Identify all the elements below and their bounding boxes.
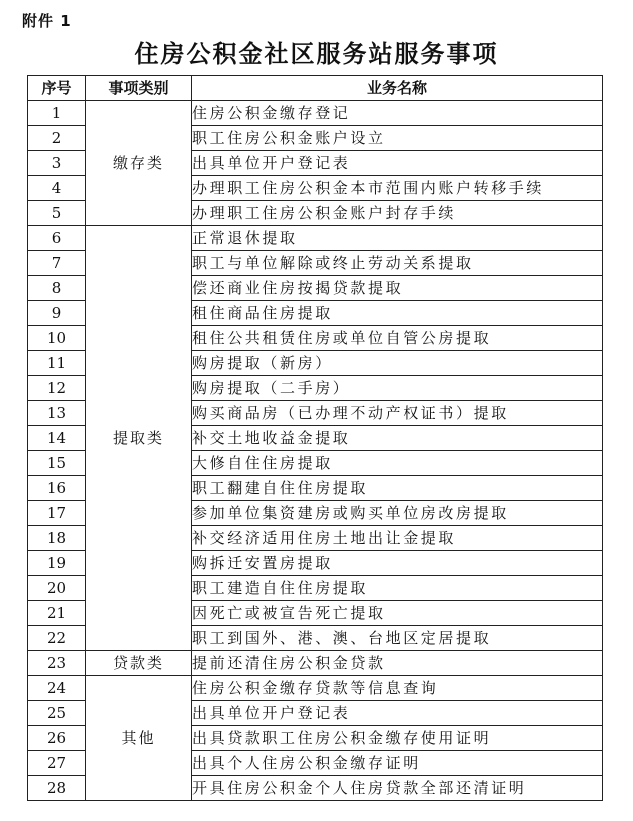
row-number: 15	[28, 451, 86, 476]
row-number: 1	[28, 101, 86, 126]
row-service-name: 办理职工住房公积金账户封存手续	[192, 201, 603, 226]
row-service-name: 开具住房公积金个人住房贷款全部还清证明	[192, 776, 603, 801]
document-title: 住房公积金社区服务站服务事项	[134, 40, 499, 68]
header-service-name: 业务名称	[192, 76, 603, 101]
header-number: 序号	[28, 76, 86, 101]
row-number: 13	[28, 401, 86, 426]
row-service-name: 补交土地收益金提取	[192, 426, 603, 451]
row-service-name: 购房提取（新房）	[192, 351, 603, 376]
row-service-name: 大修自住住房提取	[192, 451, 603, 476]
row-number: 26	[28, 726, 86, 751]
row-service-name: 正常退休提取	[192, 226, 603, 251]
row-number: 27	[28, 751, 86, 776]
row-number: 28	[28, 776, 86, 801]
row-category: 缴存类	[86, 101, 192, 226]
row-service-name: 职工住房公积金账户设立	[192, 126, 603, 151]
row-number: 12	[28, 376, 86, 401]
services-table	[27, 75, 603, 801]
row-service-name: 购买商品房（已办理不动产权证书）提取	[192, 401, 603, 426]
row-service-name: 职工与单位解除或终止劳动关系提取	[192, 251, 603, 276]
row-service-name: 购房提取（二手房）	[192, 376, 603, 401]
table-row	[28, 226, 603, 251]
row-service-name: 购拆迁安置房提取	[192, 551, 603, 576]
row-number: 9	[28, 301, 86, 326]
table-body	[28, 101, 603, 801]
table-row	[28, 676, 603, 701]
row-service-name: 租住公共租赁住房或单位自管公房提取	[192, 326, 603, 351]
row-service-name: 办理职工住房公积金本市范围内账户转移手续	[192, 176, 603, 201]
row-service-name: 职工到国外、港、澳、台地区定居提取	[192, 626, 603, 651]
row-number: 3	[28, 151, 86, 176]
row-category: 贷款类	[86, 651, 192, 676]
row-service-name: 出具单位开户登记表	[192, 151, 603, 176]
row-service-name: 出具单位开户登记表	[192, 701, 603, 726]
row-number: 10	[28, 326, 86, 351]
row-service-name: 提前还清住房公积金贷款	[192, 651, 603, 676]
row-number: 14	[28, 426, 86, 451]
row-service-name: 租住商品住房提取	[192, 301, 603, 326]
row-number: 18	[28, 526, 86, 551]
row-number: 2	[28, 126, 86, 151]
row-number: 22	[28, 626, 86, 651]
row-number: 23	[28, 651, 86, 676]
row-number: 8	[28, 276, 86, 301]
row-number: 19	[28, 551, 86, 576]
row-number: 17	[28, 501, 86, 526]
table-header-row	[28, 76, 603, 101]
row-number: 11	[28, 351, 86, 376]
row-service-name: 补交经济适用住房土地出让金提取	[192, 526, 603, 551]
row-service-name: 出具贷款职工住房公积金缴存使用证明	[192, 726, 603, 751]
row-number: 5	[28, 201, 86, 226]
row-number: 21	[28, 601, 86, 626]
row-category: 其他	[86, 676, 192, 801]
row-service-name: 住房公积金缴存登记	[192, 101, 603, 126]
row-number: 16	[28, 476, 86, 501]
row-number: 7	[28, 251, 86, 276]
row-number: 6	[28, 226, 86, 251]
row-category: 提取类	[86, 226, 192, 651]
row-number: 24	[28, 676, 86, 701]
row-service-name: 参加单位集资建房或购买单位房改房提取	[192, 501, 603, 526]
row-number: 4	[28, 176, 86, 201]
row-service-name: 因死亡或被宣告死亡提取	[192, 601, 603, 626]
header-category: 事项类别	[86, 76, 192, 101]
row-service-name: 出具个人住房公积金缴存证明	[192, 751, 603, 776]
row-service-name: 住房公积金缴存贷款等信息查询	[192, 676, 603, 701]
table-row	[28, 101, 603, 126]
attachment-label: 附件 1	[22, 12, 72, 30]
table-row	[28, 651, 603, 676]
row-service-name: 职工翻建自住住房提取	[192, 476, 603, 501]
row-number: 20	[28, 576, 86, 601]
row-number: 25	[28, 701, 86, 726]
row-service-name: 职工建造自住住房提取	[192, 576, 603, 601]
row-service-name: 偿还商业住房按揭贷款提取	[192, 276, 603, 301]
